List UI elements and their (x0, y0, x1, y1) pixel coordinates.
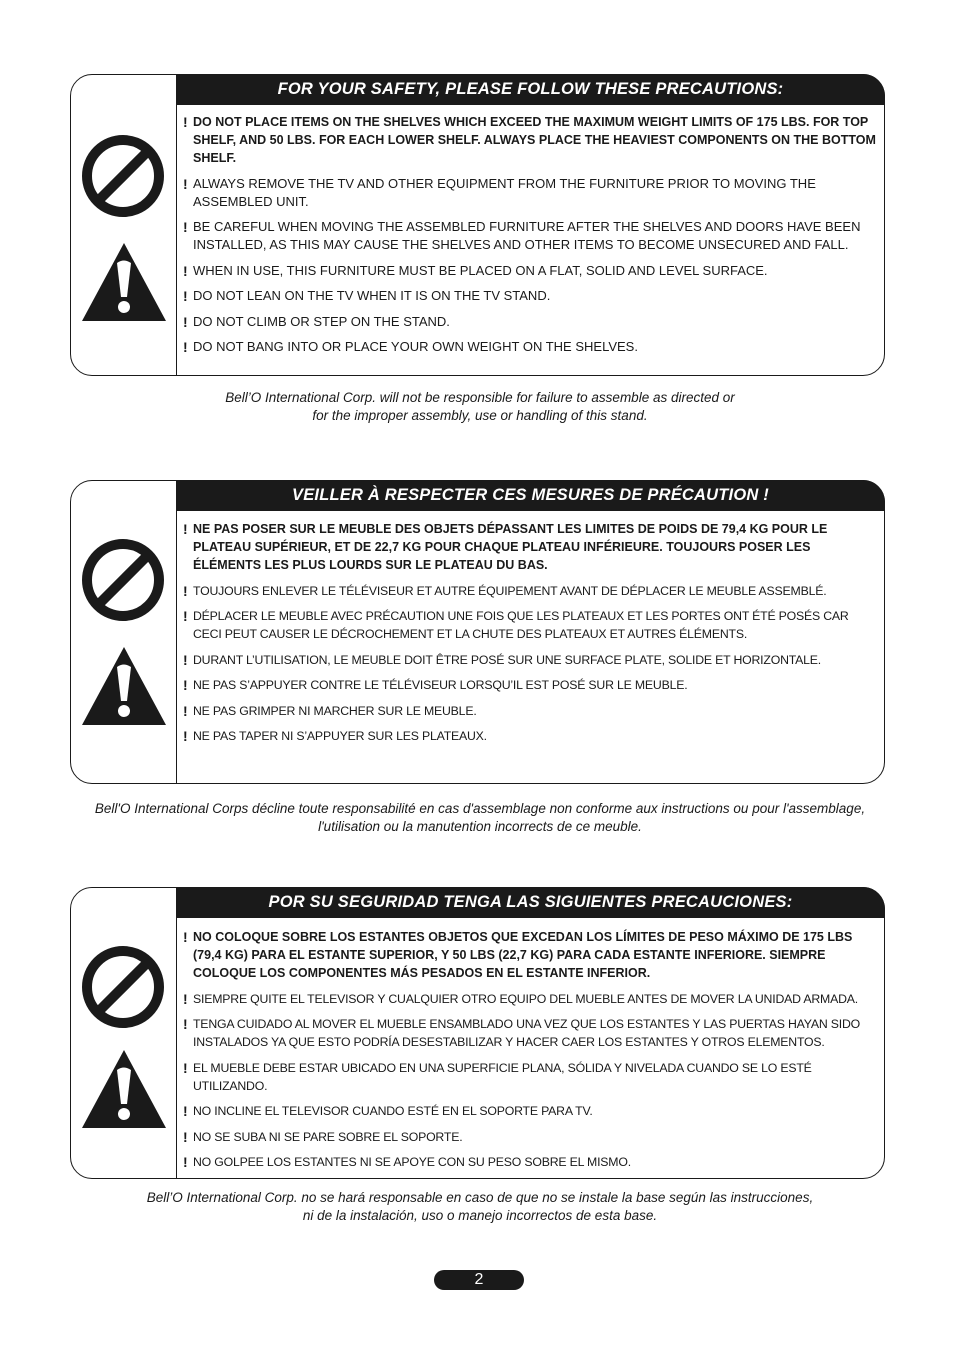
list-item: ! NO INCLINE EL TELEVISOR CUANDO ESTÉ EN EL SOPORTE PARA TV. (183, 1103, 593, 1119)
exclamation-mark: ! (183, 929, 188, 945)
prohibition-icon (80, 944, 166, 1030)
list-item: ! DO NOT LEAN ON THE TV WHEN IT IS ON THE TV STAND. (183, 288, 551, 304)
list-item: ! WHEN IN USE, THIS FURNITURE MUST BE PLACED ON A FLAT, SOLID AND LEVEL SURFACE. (183, 262, 768, 279)
list-item: ! ALWAYS REMOVE THE TV AND OTHER EQUIPMENT FROM THE FURNITURE PRIOR TO MOVING THE ASSEMBLED UNIT. (183, 175, 816, 209)
list-item: ! DURANT L’UTILISATION, LE MEUBLE DOIT ÊTRE POSÉ SUR UNE SURFACE PLATE, SOLIDE ET HORIZONTALE. (183, 651, 822, 668)
warning-triangle-icon (80, 241, 168, 323)
exclamation-mark: ! (183, 262, 188, 279)
page-number: 2 (434, 1270, 524, 1290)
prohibition-icon (80, 133, 166, 219)
icon-column (71, 481, 177, 783)
icon-column (71, 888, 177, 1178)
list-item: ! EL MUEBLE DEBE ESTAR UBICADO EN UNA SUPERFICIE PLANA, SÓLIDA Y NIVELADA CUANDO SE LO ESTÉ UTILIZANDO. (183, 1059, 812, 1093)
exclamation-mark: ! (183, 114, 188, 130)
exclamation-mark: ! (183, 175, 188, 192)
safety-panel-english (70, 74, 885, 376)
list-item: ! TENGA CUIDADO AL MOVER EL MUEBLE ENSAMBLADO UNA VEZ QUE LOS ESTANTES Y LAS PUERTAS HAYAN SIDO INSTALADOS YA QUE ESTO PODRÍA DESESTABILIZAR Y HACER CAER LOS ESTANTES Y OTROS ELEMENTOS. (183, 1016, 861, 1049)
exclamation-mark: ! (183, 677, 188, 693)
safety-panel-french (70, 480, 885, 784)
exclamation-mark: ! (183, 521, 188, 537)
exclamation-mark: ! (183, 608, 188, 624)
section-header: POR SU SEGURIDAD TENGA LAS SIGUIENTES PRECAUCIONES: (176, 887, 885, 918)
list-item: ! TOUJOURS ENLEVER LE TÉLÉVISEUR ET AUTRE ÉQUIPEMENT AVANT DE DÉPLACER LE MEUBLE ASSEMBLÉ. (183, 582, 827, 599)
warning-triangle-icon (80, 645, 168, 727)
exclamation-mark: ! (183, 219, 188, 235)
disclaimer-french: Bell'O International Corps décline toute responsabilité en cas d'assemblage non conforme aux instructions ou pour l'assemblage, l'utilisation ou la manutention incorrects de ce meuble. (94, 801, 866, 834)
list-item: ! NO GOLPEE LOS ESTANTES NI SE APOYE CON SU PESO SOBRE EL MISMO. (183, 1154, 631, 1170)
exclamation-mark: ! (183, 651, 188, 668)
disclaimer-spanish: Bell’O International Corp. no se hará responsable en caso de que no se instale la base según las instrucciones, ni de la instalación, uso o manejo incorrectos de esta base. (146, 1190, 814, 1223)
list-item: ! NO SE SUBA NI SE PARE SOBRE EL SOPORTE. (183, 1128, 463, 1145)
icon-column (71, 75, 177, 375)
precaution-list (183, 928, 876, 1179)
warning-triangle-icon (80, 1048, 168, 1130)
list-item: ! DÉPLACER LE MEUBLE AVEC PRÉCAUTION UNE FOIS QUE LES PLATEAUX ET LES PORTES ONT ÉTÉ POSÉS CAR CECI PEUT CAUSER LE DÉCROCHEMENT ET LA CHUTE DES PLATEAUX ET AUTRES ÉLÉMENTS. (183, 608, 849, 641)
list-item: ! DO NOT BANG INTO OR PLACE YOUR OWN WEIGHT ON THE SHELVES. (183, 339, 638, 355)
exclamation-mark: ! (183, 1128, 188, 1145)
list-item: ! DO NOT PLACE ITEMS ON THE SHELVES WHICH EXCEED THE MAXIMUM WEIGHT LIMITS OF 175 LBS. FOR TOP SHELF, AND 50 LBS. FOR EACH LOWER SHELF. ALWAYS PLACE THE HEAVIEST COMPONENTS ON THE BOTTOM SHELF. (183, 114, 876, 165)
list-item: ! BE CAREFUL WHEN MOVING THE ASSEMBLED FURNITURE AFTER THE SHELVES AND DOORS HAVE BEEN INSTALLED, AS THIS MAY CAUSE THE SHELVES AND OTHER ITEMS TO BECOME UNSECURED AND FALL. (183, 219, 861, 252)
list-item: ! NE PAS POSER SUR LE MEUBLE DES OBJETS DÉPASSANT LES LIMITES DE POIDS DE 79,4 KG POUR LE PLATEAU SUPÉRIEUR, ET DE 22,7 KG POUR CHAQUE PLATEAU INFÉRIEURE. TOUJOURS POSER LES ÉLÉMENTS LES PLUS LOURDS SUR LE PLATEAU DU BAS. (183, 521, 828, 572)
list-item: ! NE PAS GRIMPER NI MARCHER SUR LE MEUBLE. (183, 702, 477, 719)
list-item: ! NO COLOQUE SOBRE LOS ESTANTES OBJETOS QUE EXCEDAN LOS LÍMITES DE PESO MÁXIMO DE 175 LBS (79,4 KG) PARA EL ESTANTE SUPERIOR, Y 50 LBS (22,7 KG) PARA CADA ESTANTE INFERIORE. SIEMPRE COLOQUE LOS COMPONENTES MÁS PESADOS EN EL ESTANTE INFERIOR. (183, 929, 853, 980)
exclamation-mark: ! (183, 1059, 188, 1076)
exclamation-mark: ! (183, 702, 188, 719)
exclamation-mark: ! (183, 1016, 188, 1032)
list-item: ! DO NOT CLIMB OR STEP ON THE STAND. (183, 313, 450, 330)
exclamation-mark: ! (183, 990, 188, 1007)
precaution-list (183, 520, 876, 753)
exclamation-mark: ! (183, 339, 188, 355)
exclamation-mark: ! (183, 288, 188, 304)
list-item: ! SIEMPRE QUITE EL TELEVISOR Y CUALQUIER OTRO EQUIPO DEL MUEBLE ANTES DE MOVER LA UNIDAD ARMADA. (183, 990, 858, 1007)
safety-panel-spanish (70, 887, 885, 1179)
disclaimer-english: Bell’O International Corp. will not be responsible for failure to assemble as directed or for the improper assembly, use or handling of this stand. (225, 390, 735, 423)
list-item: ! NE PAS TAPER NI S’APPUYER SUR LES PLATEAUX. (183, 728, 487, 744)
section-header: FOR YOUR SAFETY, PLEASE FOLLOW THESE PRECAUTIONS: (176, 74, 885, 105)
precaution-list (183, 113, 876, 364)
exclamation-mark: ! (183, 1154, 188, 1170)
exclamation-mark: ! (183, 728, 188, 744)
list-item: ! NE PAS S’APPUYER CONTRE LE TÉLÉVISEUR LORSQU’IL EST POSÉ SUR LE MEUBLE. (183, 677, 688, 693)
section-header: VEILLER À RESPECTER CES MESURES DE PRÉCAUTION ! (176, 480, 885, 511)
exclamation-mark: ! (183, 582, 188, 599)
prohibition-icon (80, 537, 166, 623)
exclamation-mark: ! (183, 1103, 188, 1119)
exclamation-mark: ! (183, 313, 188, 330)
